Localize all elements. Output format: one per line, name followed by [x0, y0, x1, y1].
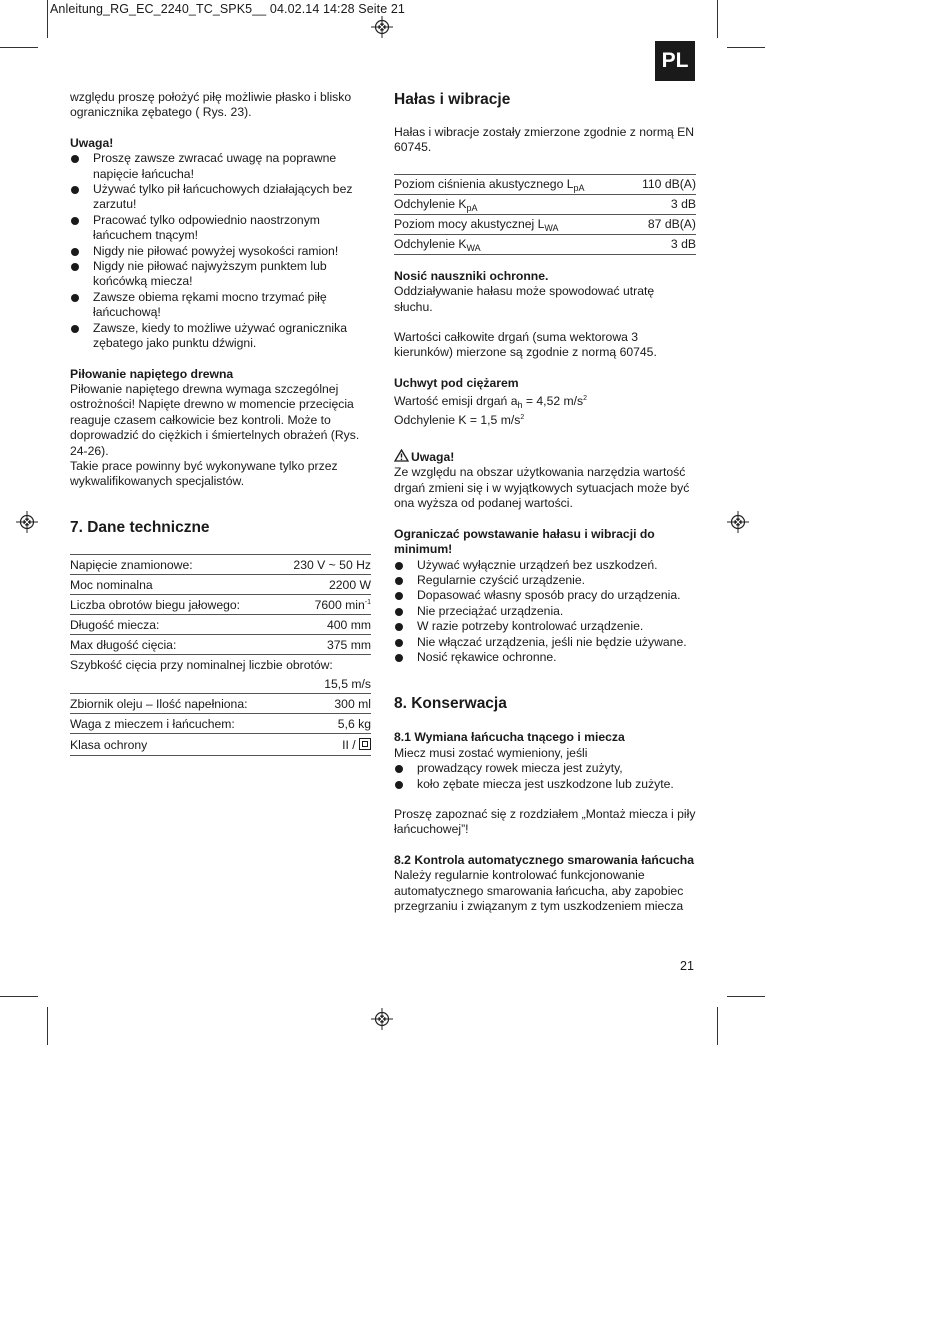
table-cell-label — [394, 214, 629, 234]
lpa-label: Poziom ciśnienia akustycznego L — [394, 176, 574, 191]
list-item: Używać wyłącznie urządzeń bez uszkodzeń. — [394, 558, 696, 573]
list-item: Używać tylko pił łańcuchowych działających bez zarzutu! — [70, 182, 372, 213]
emission-text: Wartość emisji drgań a — [394, 394, 518, 409]
warning-list — [70, 151, 372, 351]
crop-mark — [0, 47, 38, 48]
table-cell-value: 400 mm — [326, 617, 371, 632]
table-row — [70, 635, 371, 655]
table-row — [70, 575, 371, 595]
table-cell-value: 230 V ~ 50 Hz — [293, 557, 371, 572]
caution-text: Ze względu na obszar użytkowania narzędzia wartość drgań zmieni się i w wyjątkowych sytuacjach może być ona wyższa od podanej wartości. — [394, 465, 690, 511]
warning-title: Uwaga! — [70, 135, 114, 150]
list-item: koło zębate miecza jest uszkodzone lub zużyte. — [394, 777, 696, 792]
section-8-1-note: Proszę zapoznać się z rozdziałem „Montaż miecza i piły łańcuchowej”! — [394, 806, 696, 837]
section-8-1-title: 8.1 Wymiana łańcucha tnącego i miecza — [394, 730, 625, 745]
table-cell-label: Zbiornik oleju – Ilość napełniona: — [70, 696, 248, 711]
maintenance-heading: 8. Konserwacja — [394, 695, 507, 713]
table-cell-label: Długość miecza: — [70, 617, 160, 632]
emission-superscript: 2 — [583, 395, 588, 403]
limit-list — [394, 558, 696, 666]
rpm-superscript: -1 — [364, 598, 371, 606]
table-row — [70, 655, 371, 675]
list-item: Zawsze, kiedy to możliwe używać ogranicznika zębatego jako punktu dźwigni. — [70, 321, 372, 352]
warning-triangle-icon — [394, 449, 409, 462]
section-8-1-list — [394, 761, 696, 792]
right-column — [394, 90, 696, 914]
table-cell-value — [279, 734, 371, 756]
table-row — [70, 674, 371, 694]
list-item: Nie włączać urządzenia, jeśli nie będzie używane. — [394, 635, 696, 650]
list-item: Nosić rękawice ochronne. — [394, 650, 696, 665]
section-8-2-title: 8.2 Kontrola automatycznego smarowania łańcucha — [394, 852, 695, 867]
rpm-value: 7600 min — [314, 597, 365, 612]
list-item: Regularnie czyścić urządzenie. — [394, 573, 696, 588]
table-row — [70, 734, 371, 756]
tech-table-wrap — [70, 554, 371, 756]
table-row — [70, 555, 371, 575]
lwa-subscript: WA — [544, 222, 559, 233]
table-cell-label: Waga z mieczem i łańcuchem: — [70, 716, 235, 731]
noise-heading: Hałas i wibracje — [394, 91, 511, 108]
emission-value: = 4,52 m/s — [522, 394, 584, 409]
emission-subscript: h — [517, 400, 523, 411]
registration-mark-icon — [371, 16, 393, 38]
vibration-text: Wartości całkowite drgań (suma wektorowa 3 kierunków) mierzone są zgodnie z normą 60745. — [394, 330, 657, 360]
table-cell-label: Napięcie znamionowe: — [70, 557, 193, 572]
table-cell-value — [279, 595, 371, 615]
list-item: W razie potrzeby kontrolować urządzenie. — [394, 619, 696, 634]
tech-table — [70, 554, 371, 756]
lpa-subscript: pA — [573, 182, 585, 193]
intro-text: względu proszę położyć piłę możliwie płasko i blisko ogranicznika zębatego ( Rys. 23). — [70, 90, 352, 120]
list-item: Nie przeciążać urządzenia. — [394, 604, 696, 619]
list-item: Nigdy nie piłować najwyższym punktem lub końcówką miecza! — [70, 259, 372, 290]
table-cell-value: 110 dB(A) — [642, 176, 696, 191]
deviation-line — [394, 413, 696, 428]
table-cell-value: 15,5 m/s — [324, 676, 371, 691]
page-number: 21 — [680, 959, 694, 973]
emission-line — [394, 394, 696, 409]
crop-mark — [717, 0, 718, 38]
registration-mark-icon — [16, 511, 38, 533]
kwa-label: Odchylenie K — [394, 236, 467, 251]
list-item: Proszę zawsze zwracać uwagę na poprawne napięcie łańcucha! — [70, 151, 372, 182]
tension-text: Piłowanie napiętego drewna wymaga szczególnej ostrożności! Napięte drewno w momencie przecięcia reaguje czasem całkowicie bez kontroli. Może to doprowadzić do ciężkich i śmiertelnych obrażeń (Rys. 24-26). — [70, 381, 360, 458]
table-cell-value: 2200 W — [328, 577, 371, 592]
registration-mark-icon — [371, 1008, 393, 1030]
table-row — [70, 595, 371, 615]
caution-title: Uwaga! — [411, 450, 455, 465]
table-cell-label — [394, 174, 629, 194]
table-cell-label: Klasa ochrony — [70, 737, 148, 752]
table-cell-value: 87 dB(A) — [647, 216, 696, 231]
registration-mark-icon — [727, 511, 749, 533]
limit-title: Ograniczać powstawanie hałasu i wibracji do minimum! — [394, 526, 655, 557]
protection-class-value: II / — [342, 737, 359, 752]
left-column — [70, 90, 372, 490]
table-cell-value: 3 dB — [670, 196, 696, 211]
list-item: Pracować tylko odpowiednio naostrzonym łańcuchem tnącym! — [70, 213, 372, 244]
table-cell-value: 300 ml — [334, 696, 371, 711]
ear-title: Nosić nauszniki ochronne. — [394, 268, 549, 283]
kpa-subscript: pA — [466, 202, 478, 213]
print-slug: Anleitung_RG_EC_2240_TC_SPK5__ 04.02.14 14:28 Seite 21 — [50, 2, 405, 16]
crop-mark — [717, 1007, 718, 1045]
table-cell-value: 3 dB — [670, 236, 696, 251]
noise-intro: Hałas i wibracje zostały zmierzone zgodnie z normą EN 60745. — [394, 125, 695, 155]
deviation-text: Odchylenie K = 1,5 m/s — [394, 412, 521, 427]
table-cell-value: 375 mm — [326, 637, 371, 652]
table-row — [394, 214, 696, 234]
table-row — [70, 714, 371, 734]
crop-mark — [47, 0, 48, 38]
table-row — [70, 615, 371, 635]
crop-mark — [47, 1007, 48, 1045]
crop-mark — [727, 996, 765, 997]
table-row — [394, 174, 696, 194]
list-item: Nigdy nie piłować powyżej wysokości ramion! — [70, 244, 372, 259]
section-8-2-text: Należy regularnie kontrolować funkcjonowanie automatycznego smarowania łańcucha, aby zapobiec przegrzaniu i związanym z tym uszkodzeniem miecza — [394, 868, 684, 913]
table-cell-label: Szybkość cięcia przy nominalnej liczbie obrotów: — [70, 657, 333, 672]
kwa-subscript: WA — [466, 242, 481, 253]
section-8-1-text: Miecz musi zostać wymieniony, jeśli — [394, 745, 588, 760]
noise-table — [394, 174, 696, 255]
crop-mark — [727, 47, 765, 48]
double-insulation-icon — [359, 738, 371, 750]
handle-title: Uchwyt pod ciężarem — [394, 375, 519, 390]
tension-text-2: Takie prace powinny być wykonywane tylko przez wykwalifikowanych specjalistów. — [70, 458, 338, 489]
table-cell-label: Max długość cięcia: — [70, 637, 177, 652]
language-badge: PL — [655, 41, 695, 81]
table-row — [70, 694, 371, 714]
caution-title-line — [394, 449, 696, 465]
table-cell-label: Moc nominalna — [70, 577, 153, 592]
crop-mark — [0, 996, 38, 997]
ear-text: Oddziaływanie hałasu może spowodować utratę słuchu. — [394, 284, 655, 314]
table-cell-value: 5,6 kg — [337, 716, 371, 731]
table-row — [394, 234, 696, 254]
table-cell-label: Liczba obrotów biegu jałowego: — [70, 597, 241, 612]
list-item: Dopasować własny sposób pracy do urządzenia. — [394, 588, 696, 603]
table-cell-label — [394, 234, 629, 254]
list-item: Zawsze obiema rękami mocno trzymać piłę łańcuchową! — [70, 290, 372, 321]
kpa-label: Odchylenie K — [394, 196, 467, 211]
lwa-label: Poziom mocy akustycznej L — [394, 216, 545, 231]
tech-heading: 7. Dane techniczne — [70, 519, 210, 536]
deviation-superscript: 2 — [520, 413, 525, 421]
tension-title: Piłowanie napiętego drewna — [70, 366, 234, 381]
table-row — [394, 194, 696, 214]
table-cell-label — [394, 194, 629, 214]
list-item: prowadzący rowek miecza jest zużyty, — [394, 761, 696, 776]
